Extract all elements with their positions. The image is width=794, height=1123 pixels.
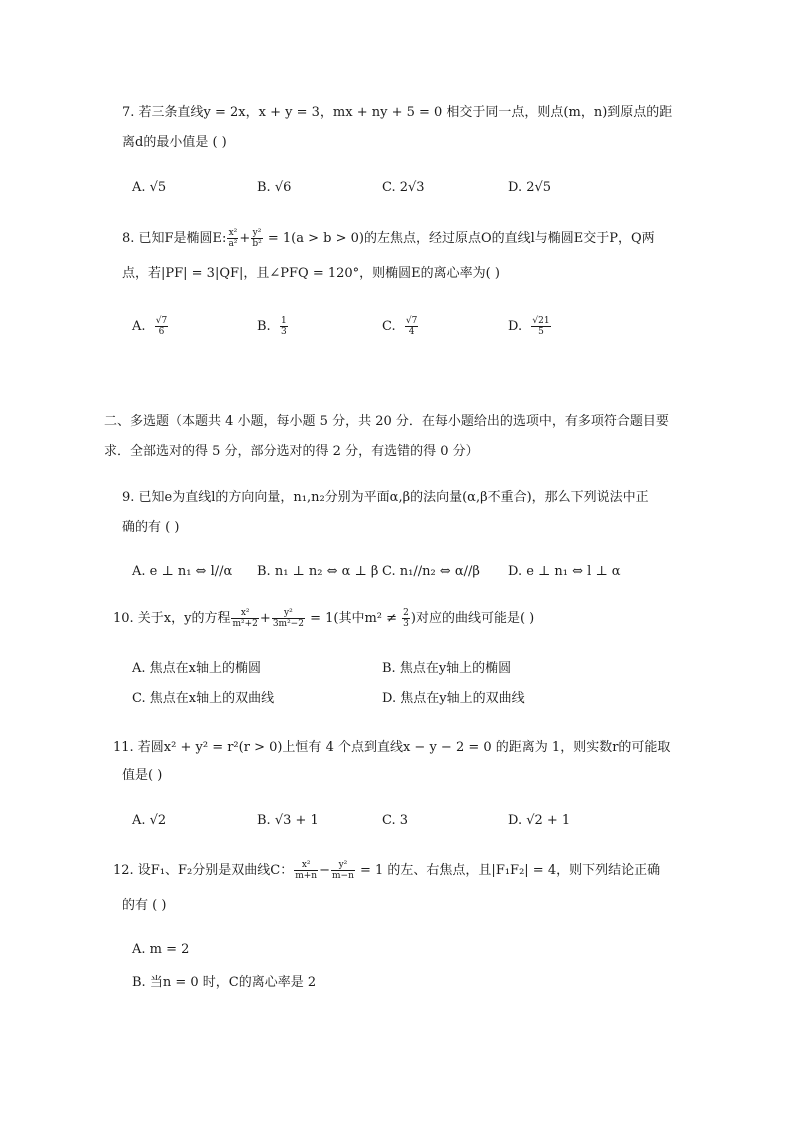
q8-option-c: C. $\frac{√7}{4}$ bbox=[382, 316, 418, 337]
q8-frac-y: $\frac{\text{y²}}{\text{b²}}$ bbox=[252, 228, 262, 249]
q8-line2: 点，若|PF| = 3|QF|，且∠PFQ = 120°，则椭圆E的离心率为( ) bbox=[122, 266, 500, 281]
q8-suffix: 的左焦点，经过原点O的直线l与椭圆E交于P，Q两 bbox=[363, 231, 655, 246]
q9-line1: 9. 已知e为直线l的方向向量，n₁,n₂分别为平面α,β的法向量(α,β不重合)，那么下列说法中正 bbox=[122, 490, 649, 505]
q9-line2: 确的有 ( ) bbox=[122, 520, 180, 535]
q11-line1: 11. 若圆x² + y² = r²(r > 0)上恒有 4 个点到直线x − y − 2 = 0 的距离为 1，则实数r的可能取 bbox=[113, 740, 671, 755]
q7-option-d: D. 2√5 bbox=[508, 180, 552, 195]
q10-frac-cond: $\frac{2}{3}$ bbox=[403, 608, 409, 629]
q8-ellipse-rhs: = 1(a > b > 0) bbox=[263, 231, 364, 246]
q9-option-d: D. e ⊥ n₁ ⇔ l ⊥ α bbox=[508, 564, 621, 579]
q12-line1: 12. 设F₁、F₂分别是双曲线C： $\frac{\text{x²}}{m+n}$ − $\frac{\text{y²}}{m-n}$ = 1 的左、右焦点，且|F₁F₂| = 4，则下列结论正确 bbox=[113, 860, 661, 881]
q10-option-c: C. 焦点在x轴上的双曲线 bbox=[132, 691, 275, 706]
q11-option-b: B. √3 + 1 bbox=[257, 813, 319, 828]
q8-option-b: B. $\frac{1}{3}$ bbox=[257, 316, 287, 337]
q12-frac-x: $\frac{\text{x²}}{m+n}$ bbox=[295, 860, 318, 881]
q7-option-c: C. 2√3 bbox=[382, 180, 425, 195]
q10-frac-y: $\frac{\text{y²}}{\text{3m²−2}}$ bbox=[272, 608, 304, 629]
q11-option-a: A. √2 bbox=[132, 813, 167, 828]
q10-option-a: A. 焦点在x轴上的椭圆 bbox=[132, 661, 261, 676]
q11-option-d: D. √2 + 1 bbox=[508, 813, 571, 828]
q8-option-d: D. $\frac{√21}{5}$ bbox=[508, 316, 550, 337]
q7-line1: 7. 若三条直线y = 2x，x + y = 3，mx + ny + 5 = 0 相交于同一点，则点(m，n)到原点的距 bbox=[122, 105, 673, 120]
section2-line2: 求．全部选对的得 5 分，部分选对的得 2 分，有选错的得 0 分） bbox=[104, 444, 479, 459]
q8-prefix: 8. 已知F是椭圆E: bbox=[122, 231, 227, 246]
q12-option-a: A. m = 2 bbox=[132, 942, 190, 957]
q8-option-a: A. $\frac{√7}{6}$ bbox=[132, 316, 168, 337]
q10-option-d: D. 焦点在y轴上的双曲线 bbox=[382, 691, 525, 706]
q9-option-b: B. n₁ ⊥ n₂ ⇔ α ⊥ β bbox=[257, 564, 379, 579]
q12-frac-y: $\frac{\text{y²}}{m-n}$ bbox=[332, 860, 354, 881]
q7-option-a: A. √5 bbox=[132, 180, 167, 195]
section2-line1: 二、多选题（本题共 4 小题，每小题 5 分，共 20 分．在每小题给出的选项中，有多项符合题目要 bbox=[104, 414, 669, 429]
q9-option-c: C. n₁//n₂ ⇔ α//β bbox=[382, 564, 480, 579]
q10-line1: 10. 关于x，y的方程 $\frac{\text{x²}}{\text{m²+2}}$ + $\frac{\text{y²}}{\text{3m²−2}}$ = 1(其中m² ≠ $\frac{2}{3}$ )对应的曲线可能是( ) bbox=[113, 608, 535, 629]
q9-option-a: A. e ⊥ n₁ ⇔ l//α bbox=[132, 564, 233, 579]
q12-option-b: B. 当n = 0 时，C的离心率是 2 bbox=[132, 975, 317, 990]
q7-line2: 离d的最小值是 ( ) bbox=[122, 135, 227, 150]
q7-option-b: B. √6 bbox=[257, 180, 292, 195]
q11-line2: 值是( ) bbox=[122, 768, 163, 783]
q12-line2: 的有 ( ) bbox=[122, 898, 167, 913]
q8-frac-x: $\frac{\text{x²}}{\text{a²}}$ bbox=[228, 228, 238, 249]
q10-frac-x: $\frac{\text{x²}}{\text{m²+2}}$ bbox=[232, 608, 258, 629]
q8-line1: 8. 已知F是椭圆E: $\frac{\text{x²}}{\text{a²}}$ + $\frac{\text{y²}}{\text{b²}}$ = 1(a > b > 0)的左焦点，经过原点O的直线l与椭圆E交于P，Q两 bbox=[122, 228, 655, 249]
q10-option-b: B. 焦点在y轴上的椭圆 bbox=[382, 661, 512, 676]
q11-option-c: C. 3 bbox=[382, 813, 409, 828]
